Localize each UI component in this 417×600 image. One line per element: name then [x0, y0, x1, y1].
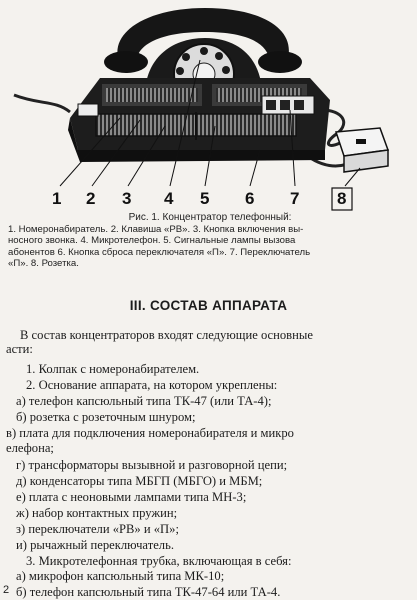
telephone-concentrator-illustration [0, 0, 417, 215]
telephone-drawing [0, 0, 417, 215]
callout-1: 1 [52, 189, 62, 208]
sub-list-item: б) телефон капсюльный типа ТК-47-64 или ТА-4. [16, 585, 281, 599]
sub-list-item: в) плата для подключения номеронабирателя и микро [6, 426, 294, 440]
caption-title: Рис. 1. Концентратор телефонный: [128, 212, 292, 223]
callout-7: 7 [290, 189, 300, 208]
sub-list-item: д) конденсаторы типа МБГП (МБГО) и МБМ; [16, 474, 263, 488]
paragraph-line: В состав концентраторов входят следующие основные [20, 328, 313, 342]
list-item: 2. Основание аппарата, на котором укреплены: [26, 378, 278, 392]
list-item: 3. Микротелефонная трубка, включающая в себя: [26, 554, 292, 568]
sub-list-item: и) рычажный переключатель. [16, 538, 174, 552]
callout-5: 5 [200, 189, 210, 208]
caption-line: носного звонка. 4. Микротелефон. 5. Сигнальные лампы вызова [8, 235, 296, 247]
caption-line: абонентов 6. Кнопка сброса переключателя «П». 7. Переключатель [8, 246, 311, 258]
caption-line: «П». 8. Розетка. [8, 258, 79, 270]
sub-list-item: г) трансформаторы вызывной и разговорной цепи; [16, 458, 288, 472]
sub-list-item: елефона; [6, 441, 54, 455]
page-number: 2 [3, 584, 10, 596]
sub-list-item: б) розетка с розеточным шнуром; [16, 410, 196, 424]
sub-list-item: з) переключатели «РВ» и «П»; [16, 522, 179, 536]
paragraph-line: асти: [6, 342, 33, 356]
sub-list-item: а) микрофон капсюльный типа МК-10; [16, 569, 225, 583]
list-item: 1. Колпак с номеронабирателем. [26, 362, 200, 376]
section-title: III. СОСТАВ АППАРАТА [129, 298, 288, 313]
figure-caption [8, 212, 412, 270]
sub-list-item: ж) набор контактных пружин; [16, 506, 178, 520]
callout-8: 8 [337, 189, 347, 208]
callout-3: 3 [122, 189, 132, 208]
caption-line: 1. Номеронабиратель. 2. Клавиша «РВ». 3. Кнопка включения вы- [8, 223, 304, 235]
sub-list-item: а) телефон капсюльный типа ТК-47 (или ТА-4); [16, 394, 272, 408]
callout-4: 4 [164, 189, 174, 208]
sub-list-item: е) плата с неоновыми лампами типа МН-3; [16, 490, 247, 504]
callout-6: 6 [245, 189, 255, 208]
callout-2: 2 [86, 189, 96, 208]
